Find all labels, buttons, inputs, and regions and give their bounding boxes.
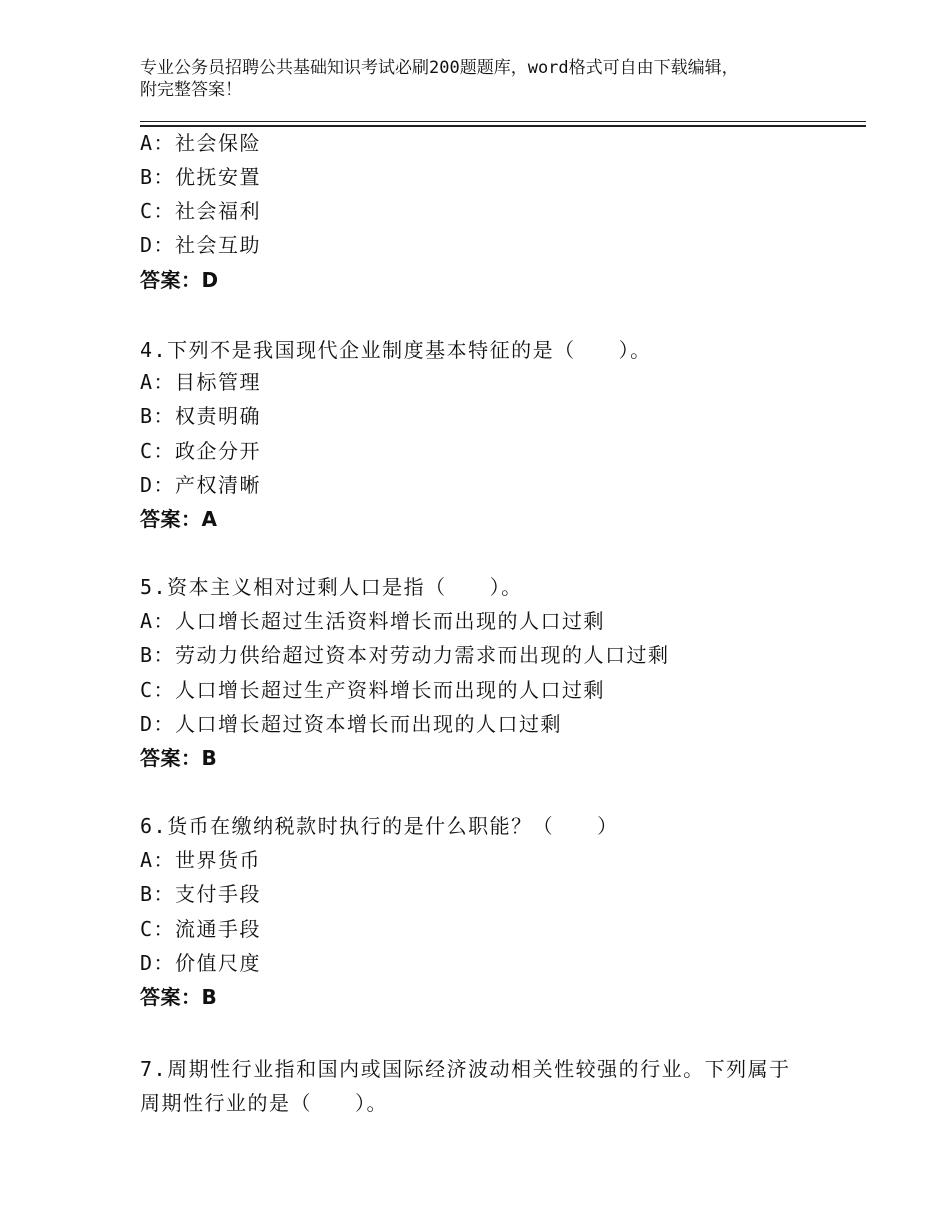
q5-option-c: C：人口增长超过生产资料增长而出现的人口过剩 [140,678,606,702]
q3-answer: 答案：D [140,268,219,292]
q4-option-c: C：政企分开 [140,439,262,463]
q4-option-a: A：目标管理 [140,370,262,394]
q3-option-c: C：社会福利 [140,199,262,223]
q5-option-d: D：人口增长超过资本增长而出现的人口过剩 [140,712,563,736]
q6-option-d: D：价值尺度 [140,951,262,975]
q5-stem: 5.资本主义相对过剩人口是指（ ）。 [140,575,523,599]
q4-option-b: B：权责明确 [140,404,262,428]
q5-option-b: B：劳动力供给超过资本对劳动力需求而出现的人口过剩 [140,643,670,667]
q6-stem: 6.货币在缴纳税款时执行的是什么职能？（ ） [140,814,619,838]
q4-option-d: D：产权清晰 [140,473,262,497]
q3-option-a: A：社会保险 [140,131,262,155]
header-divider-thin [140,121,866,122]
q5-answer: 答案：B [140,746,218,770]
q5-option-a: A：人口增长超过生活资料增长而出现的人口过剩 [140,609,606,633]
header-divider-thick [140,125,866,127]
q7-stem [140,1052,840,1120]
q4-answer: 答案：A [140,507,218,531]
header-line-1: 专业公务员招聘公共基础知识考试必刷200题题库，word格式可自由下载编辑， [140,58,739,78]
q6-option-c: C：流通手段 [140,917,262,941]
q6-option-b: B：支付手段 [140,882,262,906]
q7-stem-line-1: 7.周期性行业指和国内或国际经济波动相关性较强的行业。下列属于 [140,1057,791,1081]
document-header [140,57,840,101]
q6-answer: 答案：B [140,985,218,1009]
q4-stem: 4.下列不是我国现代企业制度基本特征的是（ ）。 [140,338,652,362]
q3-option-d: D：社会互助 [140,233,262,257]
q3-option-b: B：优抚安置 [140,165,262,189]
header-line-2: 附完整答案！ [140,80,242,100]
q6-option-a: A：世界货币 [140,848,262,872]
q7-stem-line-2: 周期性行业的是（ ）。 [140,1091,388,1115]
